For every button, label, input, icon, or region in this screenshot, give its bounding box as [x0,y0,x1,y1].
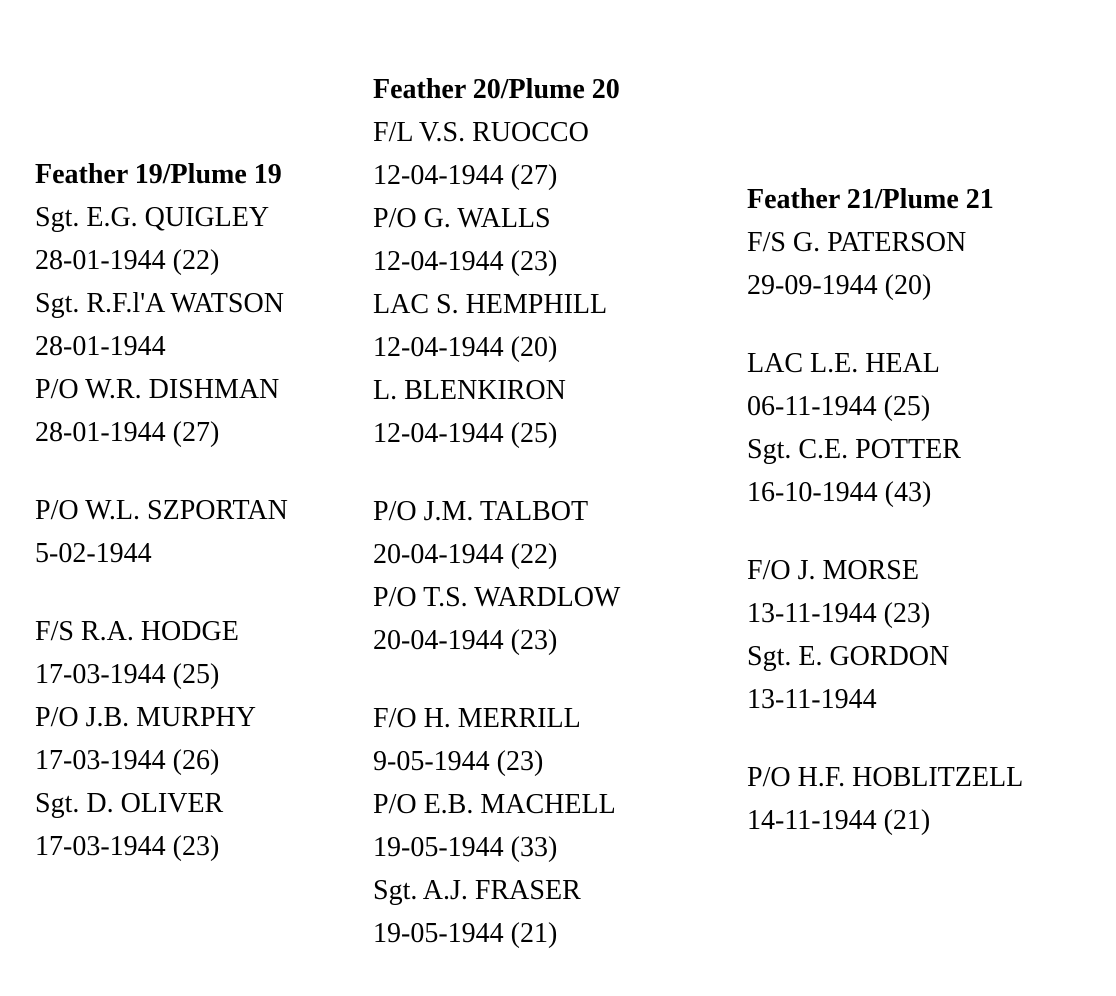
entry-date: 5-02-1944 [35,538,152,569]
entry-date: 19-05-1944 (33) [373,832,558,863]
entry-group [373,111,620,455]
entry-group [747,756,1023,842]
entry-group [373,490,620,662]
column-feather-19 [35,153,288,868]
entry-date: 12-04-1944 (23) [373,246,558,277]
entry-date: 13-11-1944 (23) [747,598,931,629]
entry-name: Sgt. D. OLIVER [35,788,224,819]
entry-name: LAC S. HEMPHILL [373,289,608,320]
entry-name: P/O J.B. MURPHY [35,702,256,733]
entry-date: 28-01-1944 [35,331,166,362]
entry-date: 06-11-1944 (25) [747,391,931,422]
entry-group [747,549,1023,721]
entry-name: Sgt. C.E. POTTER [747,434,961,465]
entry-date: 28-01-1944 (27) [35,417,220,448]
entry-name: P/O H.F. HOBLITZELL [747,762,1024,793]
entry-name: P/O W.R. DISHMAN [35,374,280,405]
entry-date: 13-11-1944 [747,684,877,715]
entry-name: P/O E.B. MACHELL [373,789,616,820]
entry-date: 9-05-1944 (23) [373,746,544,777]
entry-date: 19-05-1944 (21) [373,918,558,949]
entry-name: P/O J.M. TALBOT [373,496,589,527]
entry-name: F/L V.S. RUOCCO [373,117,589,148]
entry-name: F/O H. MERRILL [373,703,581,734]
entry-date: 17-03-1944 (25) [35,659,220,690]
entry-name: LAC L.E. HEAL [747,348,940,379]
entry-group [373,697,620,955]
entry-date: 29-09-1944 (20) [747,270,932,301]
column-heading: Feather 21/Plume 21 [747,184,994,215]
entry-name: P/O W.L. SZPORTAN [35,495,288,526]
entry-group [35,196,288,454]
entry-date: 20-04-1944 (22) [373,539,558,570]
entry-name: Sgt. R.F.l'A WATSON [35,288,284,319]
entry-name: F/S G. PATERSON [747,227,967,258]
column-feather-21 [747,178,1023,842]
entry-name: Sgt. E.G. QUIGLEY [35,202,270,233]
entry-group [747,342,1023,514]
entry-name: Sgt. E. GORDON [747,641,950,672]
entry-group [35,489,288,575]
entry-name: F/S R.A. HODGE [35,616,239,647]
entry-date: 17-03-1944 (26) [35,745,220,776]
entry-name: Sgt. A.J. FRASER [373,875,581,906]
entry-date: 16-10-1944 (43) [747,477,932,508]
entry-name: F/O J. MORSE [747,555,919,586]
entry-name: L. BLENKIRON [373,375,566,406]
entry-group [747,221,1023,307]
column-heading: Feather 20/Plume 20 [373,74,620,105]
entry-date: 20-04-1944 (23) [373,625,558,656]
entry-date: 12-04-1944 (20) [373,332,558,363]
entry-group [35,610,288,868]
entry-date: 14-11-1944 (21) [747,805,931,836]
column-feather-20 [373,68,620,955]
entry-date: 12-04-1944 (25) [373,418,558,449]
entry-date: 17-03-1944 (23) [35,831,220,862]
column-heading: Feather 19/Plume 19 [35,159,282,190]
entry-name: P/O T.S. WARDLOW [373,582,621,613]
entry-date: 28-01-1944 (22) [35,245,220,276]
entry-date: 12-04-1944 (27) [373,160,558,191]
entry-name: P/O G. WALLS [373,203,551,234]
